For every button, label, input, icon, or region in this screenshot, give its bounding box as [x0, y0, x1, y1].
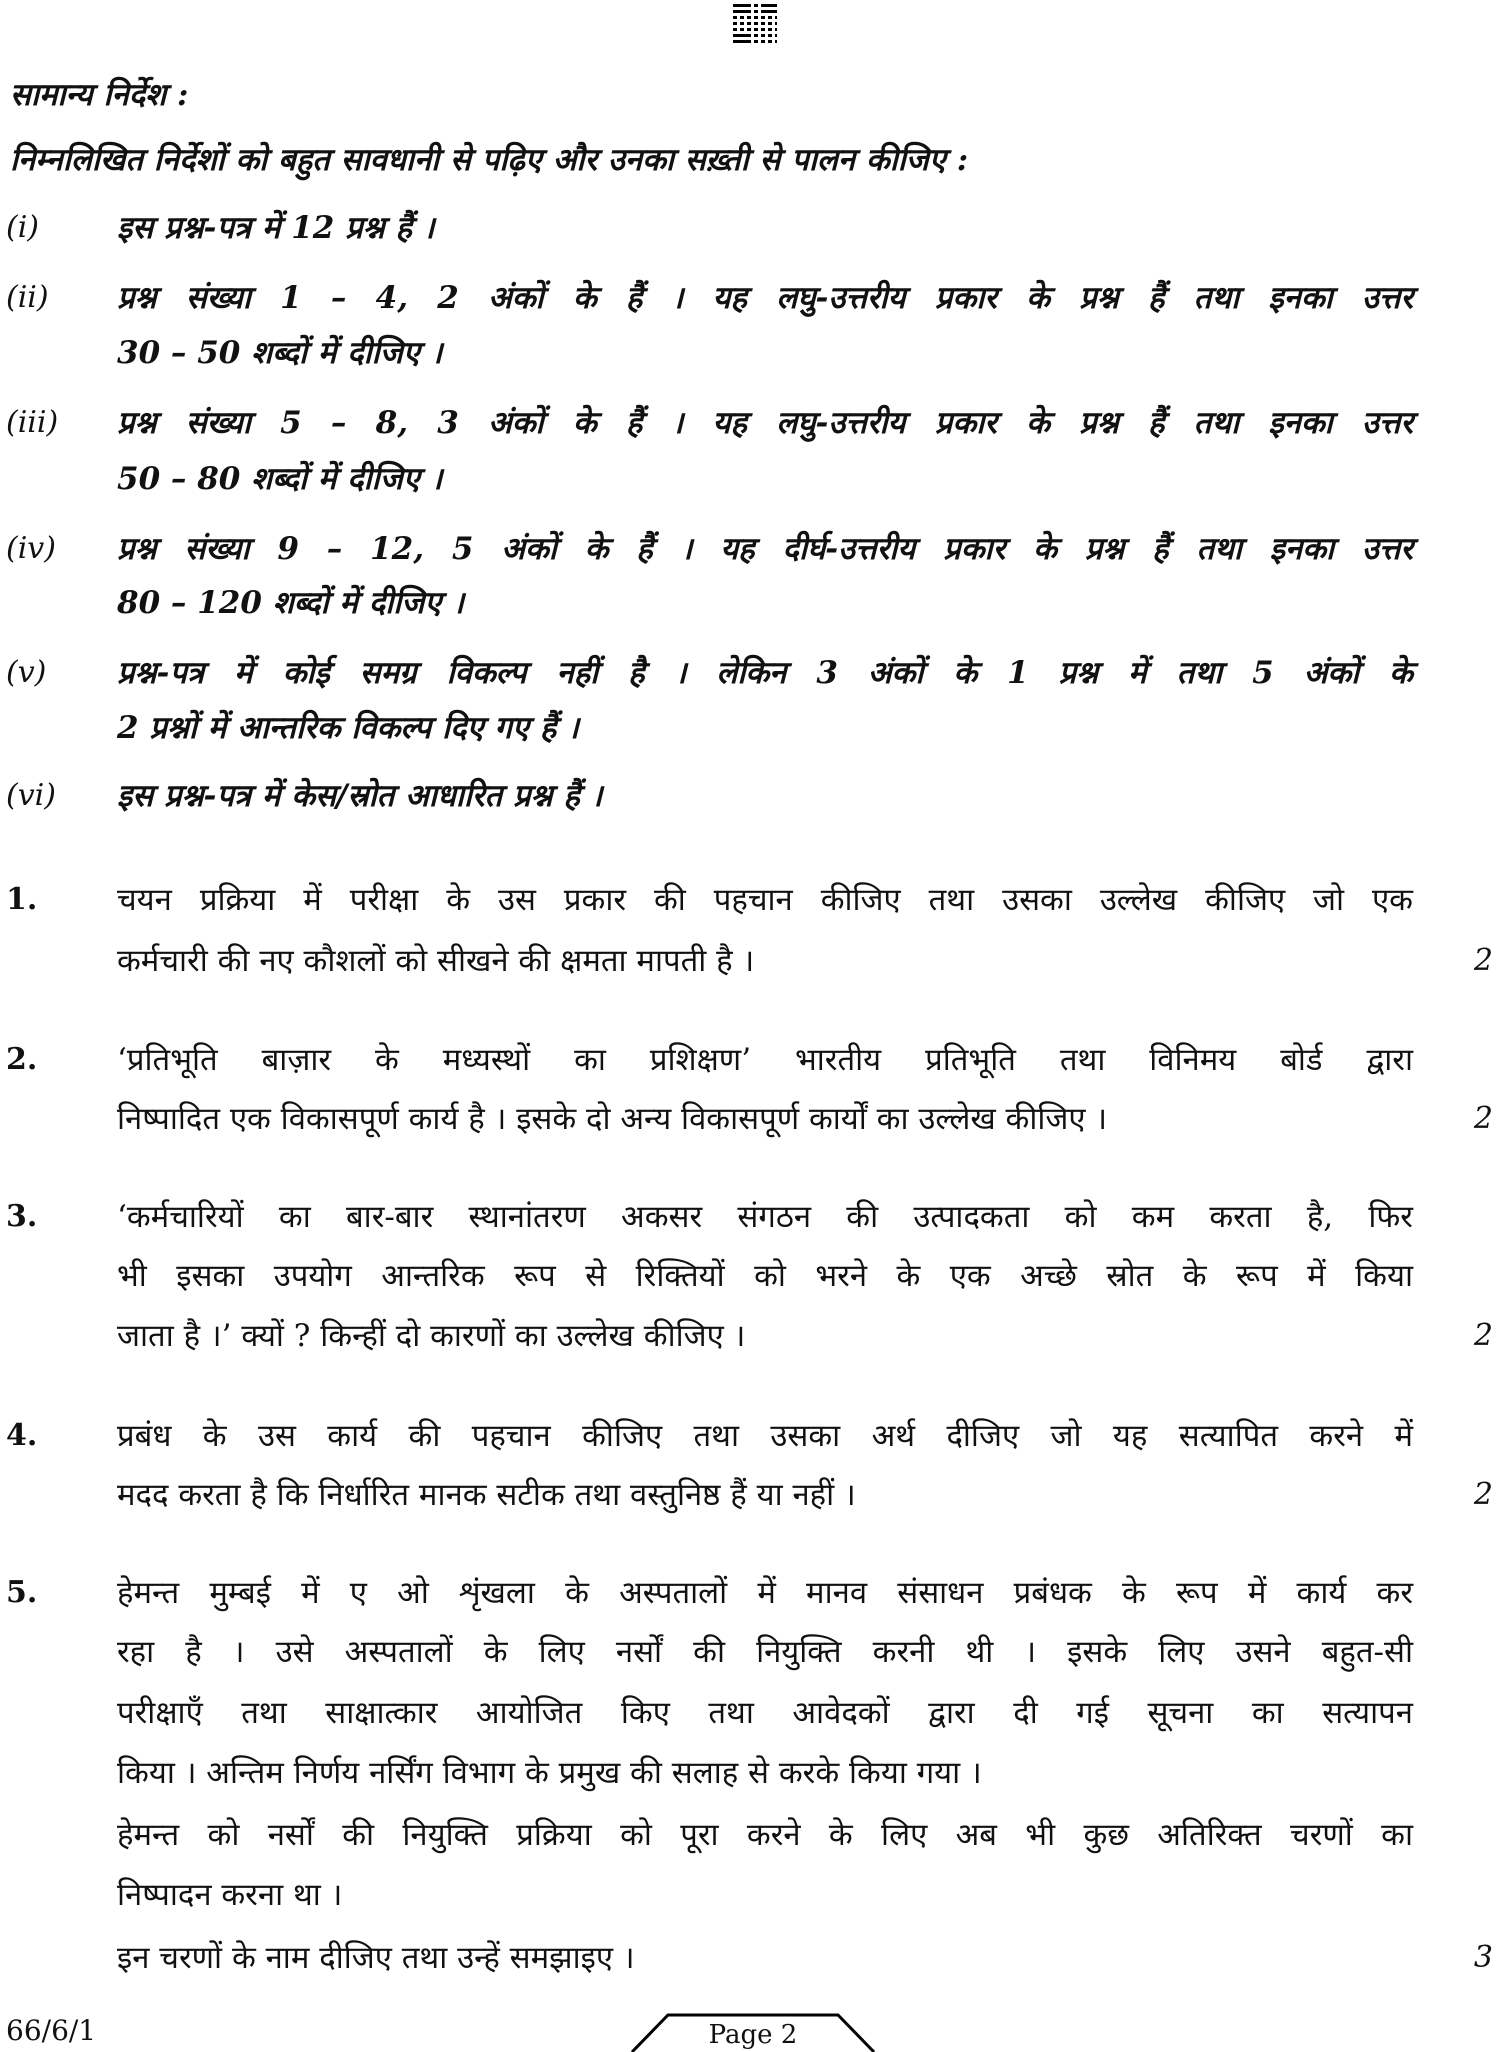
question-number: 3. — [6, 1199, 38, 1234]
question-text: चयन प्रक्रिया में परीक्षा के उस प्रकार की पहचान कीजिए तथा उसका उल्लेख कीजिए जो एक — [117, 882, 1413, 918]
instruction-label: (i) — [6, 210, 40, 245]
question-text: परीक्षाएँ तथा साक्षात्कार आयोजित किए तथा आवेदकों द्वारा दी गई सूचना का सत्यापन — [117, 1695, 1413, 1731]
question-number: 5. — [6, 1575, 38, 1610]
question-text: मदद करता है कि निर्धारित मानक सटीक तथा वस्तुनिष्ठ हैं या नहीं । — [117, 1477, 856, 1513]
question-text: निष्पादन करना था । — [117, 1877, 343, 1913]
question-text: रहा है । उसे अस्पतालों के लिए नर्सों की नियुक्ति करनी थी । इसके लिए उसने बहुत-सी — [117, 1634, 1413, 1670]
question-number: 4. — [6, 1418, 38, 1453]
question-text: कर्मचारी की नए कौशलों को सीखने की क्षमता मापती है । — [117, 943, 755, 979]
page-number-badge — [628, 2012, 878, 2052]
question-marks: 2 — [1473, 1101, 1493, 1136]
paper-code: 66/6/1 — [6, 2014, 97, 2047]
question-marks: 2 — [1473, 1477, 1493, 1512]
question-marks: 2 — [1473, 943, 1493, 978]
instruction-label: (v) — [6, 655, 47, 690]
instruction-text: प्रश्न संख्या 9 – 12, 5 अंकों के हैं । यह दीर्घ-उत्तरीय प्रकार के प्रश्न हैं तथा इनका उत्तर — [117, 531, 1413, 567]
instruction-text: प्रश्न संख्या 5 – 8, 3 अंकों के हैं । यह लघु-उत्तरीय प्रकार के प्रश्न हैं तथा इनका उत्तर — [117, 405, 1413, 441]
question-text: जाता है ।’ क्यों ? किन्हीं दो कारणों का उल्लेख कीजिए । — [117, 1318, 746, 1354]
instruction-label: (iii) — [6, 405, 59, 440]
question-text: इन चरणों के नाम दीजिए तथा उन्हें समझाइए । — [117, 1940, 635, 1976]
qr-code — [733, 2, 777, 46]
question-text: हेमन्त मुम्बई में ए ओ शृंखला के अस्पतालों में मानव संसाधन प्रबंधक के रूप में कार्य कर — [117, 1575, 1413, 1611]
instruction-text: प्रश्न-पत्र में कोई समग्र विकल्प नहीं है । लेकिन 3 अंकों के 1 प्रश्न में तथा 5 अंकों के — [117, 655, 1413, 691]
page-number: Page 2 — [708, 2020, 798, 2050]
question-number: 1. — [6, 882, 38, 917]
question-text: किया । अन्तिम निर्णय नर्सिंग विभाग के प्रमुख की सलाह से करके किया गया । — [117, 1755, 982, 1791]
instruction-text: इस प्रश्न-पत्र में केस/स्रोत आधारित प्रश्न हैं । — [117, 778, 603, 814]
question-text: भी इसका उपयोग आन्तरिक रूप से रिक्तियों को भरने के एक अच्छे स्रोत के रूप में किया — [117, 1258, 1413, 1294]
instruction-text: 80 – 120 शब्दों में दीजिए । — [117, 585, 464, 621]
instruction-text: इस प्रश्न-पत्र में 12 प्रश्न हैं । — [117, 210, 435, 246]
instruction-text: 50 – 80 शब्दों में दीजिए । — [117, 461, 443, 497]
question-number: 2. — [6, 1042, 38, 1077]
question-text: ‘प्रतिभूति बाज़ार के मध्यस्थों का प्रशिक्षण’ भारतीय प्रतिभूति तथा विनिमय बोर्ड द्वारा — [117, 1042, 1413, 1078]
instruction-text: प्रश्न संख्या 1 – 4, 2 अंकों के हैं । यह लघु-उत्तरीय प्रकार के प्रश्न हैं तथा इनका उत्तर — [117, 280, 1413, 316]
instructions-heading: सामान्य निर्देश : — [10, 77, 189, 113]
question-marks: 3 — [1473, 1940, 1493, 1975]
instruction-text: 30 – 50 शब्दों में दीजिए । — [117, 335, 443, 371]
question-text: ‘कर्मचारियों का बार-बार स्थानांतरण अकसर संगठन की उत्पादकता को कम करता है, फिर — [117, 1199, 1413, 1235]
question-marks: 2 — [1473, 1318, 1493, 1353]
instruction-text: 2 प्रश्नों में आन्तरिक विकल्प दिए गए हैं । — [117, 710, 579, 746]
instruction-label: (iv) — [6, 531, 56, 566]
instruction-label: (ii) — [6, 280, 49, 315]
question-text: निष्पादित एक विकासपूर्ण कार्य है । इसके दो अन्य विकासपूर्ण कार्यों का उल्लेख कीजिए । — [117, 1101, 1108, 1137]
question-text: हेमन्त को नर्सों की नियुक्ति प्रक्रिया को पूरा करने के लिए अब भी कुछ अतिरिक्त चरणों का — [117, 1817, 1413, 1853]
instruction-label: (vi) — [6, 778, 56, 813]
instructions-intro: निम्नलिखित निर्देशों को बहुत सावधानी से पढ़िए और उनका सख़्ती से पालन कीजिए : — [10, 142, 969, 178]
question-text: प्रबंध के उस कार्य की पहचान कीजिए तथा उसका अर्थ दीजिए जो यह सत्यापित करने में — [117, 1418, 1413, 1454]
